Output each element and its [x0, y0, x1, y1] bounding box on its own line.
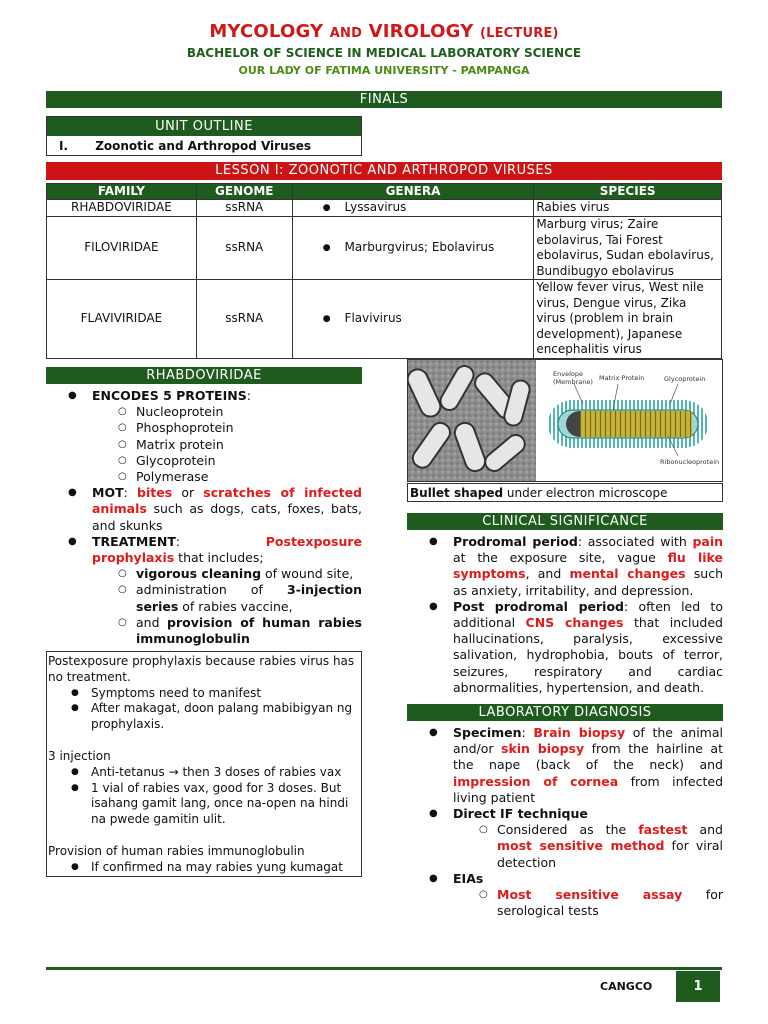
dif-a: Considered as the [497, 822, 639, 838]
note-list [47, 686, 361, 733]
note-paragraph: Provision of human rabies immunoglobulin [48, 843, 305, 858]
table-row [47, 217, 722, 280]
virion-diagram [537, 360, 722, 481]
genera-text: Flavivirus [344, 310, 402, 325]
list-item [46, 388, 362, 485]
prod-a: : associated with [577, 534, 693, 549]
table-row [47, 200, 722, 217]
clinical-section [407, 513, 723, 696]
label-membrane: (Membrane) [553, 378, 593, 386]
genera-text: Lyssavirus [344, 200, 407, 215]
direct-if-label: Direct IF technique [453, 806, 588, 822]
list-item [453, 822, 723, 871]
treatment-rest: that includes; [174, 550, 264, 566]
caption-rest: under electron microscope [503, 486, 668, 500]
list-item [92, 615, 362, 647]
eias-list [407, 887, 723, 919]
list-item: ○ Nucleoprotein [92, 404, 362, 420]
list-item: ● Symptoms need to manifest [47, 686, 361, 702]
spec-c: from the hairline at the nape (back of the neck) and [453, 741, 723, 773]
table-header-genome: GENOME [196, 184, 292, 200]
t3-bold: provision of human rabies immunoglobulin [136, 614, 362, 647]
note-list [47, 765, 361, 828]
rabies-virus-figure [407, 359, 723, 482]
list-item [46, 534, 362, 647]
table-cell-species: Yellow fever virus, West nile virus, Dengue virus, Zika virus (problem in brain development), Japanese encephalitis virus [534, 280, 722, 359]
genera-text: Marburgvirus; Ebolavirus [344, 240, 495, 255]
list-item [407, 725, 723, 806]
eias-label: EIAs [453, 870, 484, 886]
note-paragraph: 3 injection [48, 748, 111, 763]
spec-b: of the animal and/or [453, 725, 723, 757]
table-header-family: FAMILY [47, 184, 197, 200]
table-cell-genome: ssRNA [196, 217, 292, 280]
lesson-heading: LESSON I: ZOONOTIC AND ARTHROPOD VIRUSES [46, 162, 722, 180]
encodes-label: ENCODES 5 PROTEINS [92, 388, 247, 403]
list-item [92, 582, 362, 614]
list-item: ○ Polymerase [92, 469, 362, 485]
spec-a: : [521, 725, 534, 740]
table-cell-family: FILOVIRIDAE [47, 217, 197, 280]
table-cell-genome: ssRNA [196, 200, 292, 217]
table-cell-genera [292, 280, 534, 359]
list-item [407, 599, 723, 696]
table-header-row [47, 184, 722, 200]
t3-pre: and [136, 614, 168, 630]
table-header-genera: GENERA [292, 184, 534, 200]
figure-caption [407, 483, 723, 502]
list-item: ○ Glycoprotein [92, 453, 362, 469]
mot-rest: such as dogs, cats, foxes, bats, and skunks [92, 501, 362, 533]
table-cell-genera [292, 200, 534, 217]
notes-box [46, 651, 362, 877]
direct-if-list [407, 822, 723, 871]
title-virology: VIROLOGY [368, 21, 474, 42]
dif-and: and [687, 822, 723, 838]
spec-d: from infected living patient [453, 773, 723, 805]
list-item [92, 566, 362, 582]
t2-pre: administration of [136, 582, 287, 598]
list-item [407, 871, 723, 920]
t1-rest: of wound site, [261, 566, 354, 582]
rhabdoviridae-heading: RHABDOVIRIDAE [46, 367, 362, 384]
post-a: : often led to additional [453, 598, 723, 631]
rhabdo-list [46, 388, 362, 647]
t1-bold: vigorous cleaning [136, 566, 262, 582]
dif-most: most sensitive method [497, 838, 665, 854]
treatment-pep: Postexposure prophylaxis [92, 533, 362, 566]
list-item [407, 534, 723, 599]
table-cell-family: FLAVIVIRIDAE [47, 280, 197, 359]
treatment-label: TREATMENT [92, 533, 176, 549]
list-item: ● 1 vial of rabies vax, good for 3 doses. But isahang gamit lang, once na-open na hindi na pwede gamitin ulit. [47, 781, 361, 828]
specimen-label: Specimen [453, 725, 522, 740]
footer-divider [46, 967, 722, 970]
encodes-colon: : [246, 388, 251, 403]
rhabdoviridae-section [46, 367, 362, 647]
prod-mental: mental changes [569, 566, 686, 582]
unit-outline-item [47, 136, 361, 156]
label-ribonucleoprotein: Ribonucleoprotein [660, 458, 720, 466]
eia-rest: for serological tests [497, 887, 723, 919]
unit-outline-item-label: Zoonotic and Arthropod Viruses [95, 139, 312, 153]
mot-label: MOT [92, 485, 124, 501]
post-b: that included hallucinations, paralysis, excessive salivation, hydrophobia, bouts of terror, seizures, respiratory and cardiac abnormalities, hypertension, and death. [453, 615, 723, 695]
dif-fastest: fastest [638, 822, 688, 838]
dif-b: for viral detection [497, 838, 724, 870]
label-envelope: Envelope [553, 370, 583, 378]
title-and: AND [329, 26, 363, 41]
footer-author: CANGCO [600, 980, 653, 993]
post-cns: CNS changes [525, 615, 624, 631]
spec-brain: Brain biopsy [533, 725, 626, 740]
note-paragraph: Postexposure prophylaxis because rabies virus has no treatment. [48, 654, 355, 684]
spec-cornea: impression of cornea [453, 773, 619, 789]
list-item: ● After makagat, doon palang mabibigyan ng prophylaxis. [47, 701, 361, 733]
school-name: OUR LADY OF FATIMA UNIVERSITY - PAMPANGA [238, 64, 530, 77]
list-item: ○ Matrix protein [92, 437, 362, 453]
unit-outline-heading: UNIT OUTLINE [47, 117, 361, 136]
prodromal-label: Prodromal period [453, 534, 578, 549]
list-item: ● Anti-tetanus → then 3 doses of rabies vax [47, 765, 361, 781]
program-name: BACHELOR OF SCIENCE IN MEDICAL LABORATORY SCIENCE [186, 46, 582, 60]
note-list [47, 860, 361, 876]
table-cell-genera [292, 217, 534, 280]
bullet-icon [323, 311, 345, 325]
caption-bold: Bullet shaped [410, 486, 504, 500]
t2-bold: 3-injection series [136, 582, 362, 614]
title-lecture: (LECTURE) [479, 26, 559, 41]
virus-figure-svg [408, 360, 722, 481]
prod-pain: pain [692, 534, 724, 549]
post-prodromal-label: Post prodromal period [453, 598, 624, 614]
clinical-list [407, 534, 723, 696]
table-cell-family: RHABDOVIRIDAE [47, 200, 197, 217]
lab-diagnosis-list [407, 725, 723, 919]
mot-bites: bites [137, 485, 173, 501]
table-cell-species: Marburg virus; Zaire ebolavirus, Tai Forest ebolavirus, Sudan ebolavirus, Bundibugyo ebolavirus [534, 217, 722, 280]
page-number: 1 [676, 971, 720, 1002]
mot-or: or [172, 485, 204, 501]
title-mycology: MYCOLOGY [209, 21, 324, 42]
t2-rest: of rabies vaccine, [178, 598, 293, 614]
list-item [407, 806, 723, 871]
label-matrix-protein: Matrix Protein [599, 374, 645, 382]
table-row [47, 280, 722, 359]
prod-c: , and [525, 566, 570, 582]
unit-outline-numeral: I. [59, 139, 69, 153]
table-header-species: SPECIES [534, 184, 722, 200]
lab-diagnosis-heading: LABORATORY DIAGNOSIS [407, 704, 723, 721]
lab-diagnosis-section [407, 704, 723, 919]
bullet-icon [323, 200, 345, 214]
finals-banner: FINALS [46, 91, 722, 108]
prod-b: at the exposure site, vague [453, 550, 668, 566]
electron-micrograph-image [408, 360, 536, 481]
spec-skin: skin biopsy [501, 741, 585, 757]
treatment-colon: : [175, 533, 266, 549]
virus-family-table [46, 183, 722, 359]
mot-scratches: scratches of infected animals [92, 485, 363, 517]
list-item [453, 887, 723, 919]
prod-flu: flu like symptoms [453, 550, 723, 582]
label-glycoprotein: Glycoprotein [664, 375, 706, 383]
table-cell-genome: ssRNA [196, 280, 292, 359]
prod-d: such as anxiety, irritability, and depression. [453, 566, 723, 598]
unit-outline-box [46, 116, 362, 156]
protein-list [46, 404, 362, 485]
list-item: ● If confirmed na may rabies yung kumagat [47, 860, 361, 876]
list-item [46, 485, 362, 534]
table-cell-species: Rabies virus [534, 200, 722, 217]
eia-red: Most sensitive assay [497, 887, 683, 903]
list-item: ○ Phosphoprotein [92, 420, 362, 436]
treatment-list [46, 566, 362, 647]
document-title [0, 20, 768, 43]
bullet-icon [323, 240, 345, 254]
clinical-heading: CLINICAL SIGNIFICANCE [407, 513, 723, 530]
mot-colon: : [123, 485, 137, 501]
